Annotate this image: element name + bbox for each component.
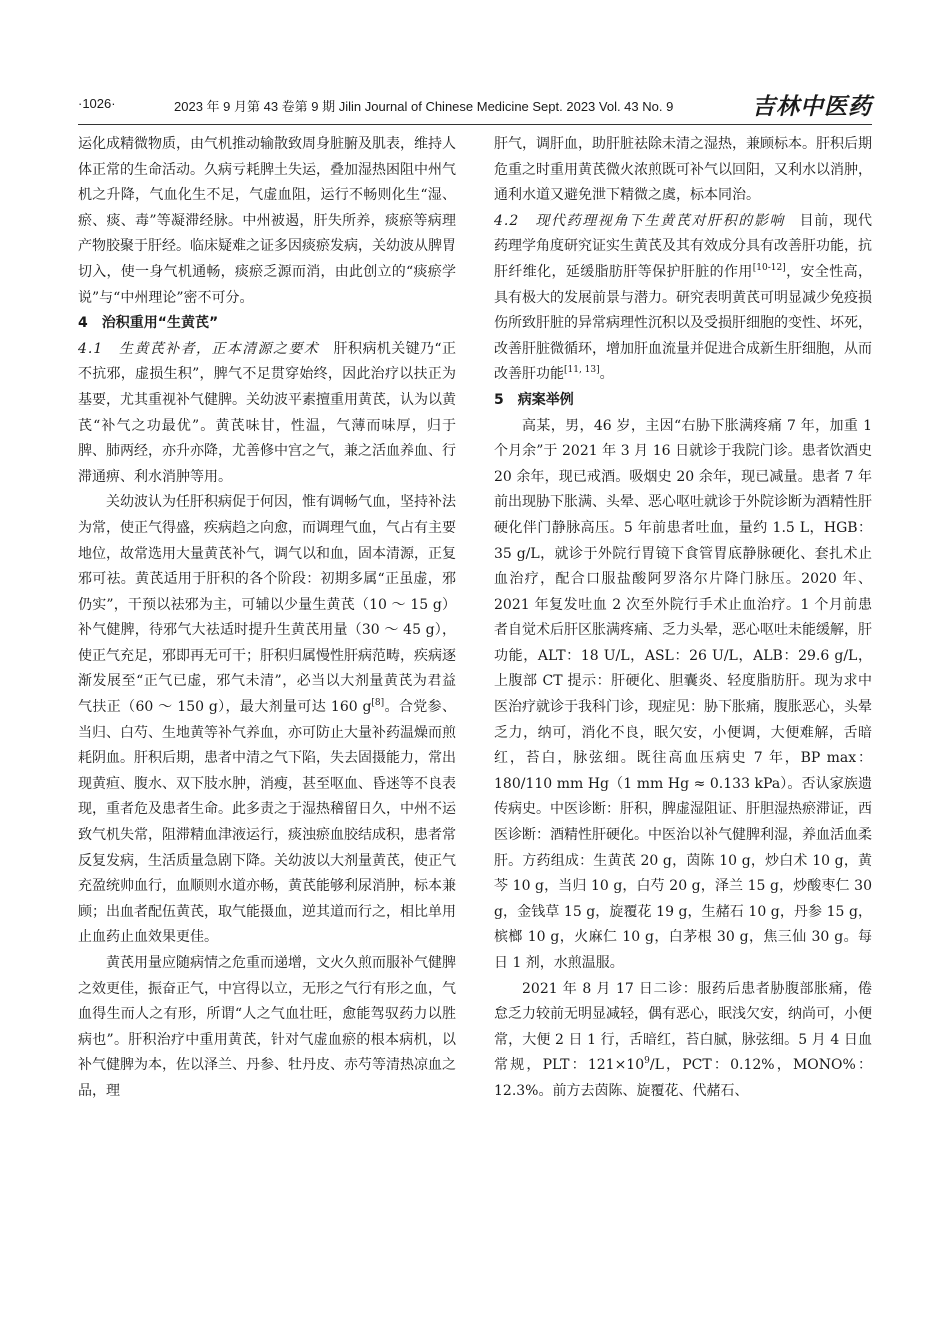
paragraph-text: 关幼波认为任肝积病促于何因，惟有调畅气血，坚持补法为常，使正气得盛，疾病趋之向愈，而调理气血，气占有主要地位，故常选用大量黄芪补气，调气以和血，固本清源，正复邪可祛。黄芪适用于肝积的各个阶段：初期多属“正虽虚，邪仍实”，干预以祛邪为主，可辅以少量生黄芪（10 ～ 15 g）补气健脾，待邪气大祛适时提升生黄芪用量（30 ～ 45 g），使正气充足，邪即再无可干；肝积归属慢性肝病范畴，疾病逐渐发展至“正气已虚，邪气未清”，必当以大剂量黄芪为君益气扶正（60 ～ 150 g），最大剂量可达 160 g [78,494,456,716]
subsection-4-1 [78,337,456,491]
citation: [10-12] [752,262,786,273]
right-column [494,132,872,1105]
superscript: 9 [644,1056,650,1067]
subsection-title: 4.1 生黄芪补者，正本清源之要术 [78,340,320,357]
section-heading-4: 4 治积重用“生黄芪” [78,315,219,332]
paragraph-text: /L，PCT：0.12%，MONO%：12.3%。前方去茵陈、旋覆花、代赭石、 [494,1057,872,1099]
page-number: ·1026· [78,96,116,111]
left-column [78,132,456,1105]
subsection-4-2 [494,209,872,388]
citation: [8] [371,698,385,709]
subsection-text: ，安全性高，具有极大的发展前景与潜力。研究表明黄芪可明显减少免疫损伤所致肝脏的异常病理性沉积以及受损肝细胞的变性、坏死，改善肝脏微循环，增加肝血流量并促进合成新生肝细胞，从而改善肝功能 [494,263,873,383]
paragraph-text: 。合党参、当归、白芍、生地黄等补气养血，亦可防止大量补药温燥而煎耗阴血。肝积后期，患者中清之气下陷，失去固摄能力，常出现黄疸、腹水、双下肢水肿，消瘦，甚至呕血、昏迷等不良表现，重者危及患者生命。此多责之于湿热稽留日久，中州不运致气机失常，阻滞精血津液运行，痰浊瘀血胶结成积，患者常反复发病，生活质量急剧下降。关幼波以大剂量黄芪，使正气充盈统帅血行，血顺则水道亦畅，黄芪能够利尿消肿，标本兼顾；出血者配伍黄芪，取气能摄血，逆其道而行之，相比单用止血药止血效果更佳。 [78,699,457,946]
paragraph [78,490,456,951]
subsection-text: 肝积病机关键乃“正不抗邪，虚损生积”，脾气不足贯穿始终，因此治疗以扶正为基要，尤其重视补气健脾。关幼波平素擅重用黄芪，认为以黄芪“补气之功最优”。黄芪味甘，性温，气薄而味厚，归于脾、肺两经，亦升亦降，尤善修中宫之气，兼之活血养血、行滞通痹、利水消肿等用。 [78,340,456,485]
header-rule [78,124,872,125]
citation: [11, 13] [564,365,600,376]
paragraph: 运化成精微物质，由气机推动输散致周身脏腑及肌表，维持人体正常的生命活动。久病亏耗脾土失运，叠加湿热困阻中州气机之升降，气血化生不足，气虚血阻，运行不畅则化生“湿、瘀、痰、毒”等凝滞经脉。中州被遏，肝失所养，痰瘀等病理产物胶聚于肝经。临床疑难之证多因痰瘀发病，关幼波从脾胃切入，使一身气机通畅，痰瘀乏源而消，由此创立的“痰瘀学说”与“中州理论”密不可分。 [78,136,456,306]
journal-info: 2023 年 9 月第 43 卷第 9 期 Jilin Journal of Chinese Medicine Sept. 2023 Vol. 43 No. 9 [174,99,674,114]
subsection-text: 。 [599,366,614,383]
paragraph-text: 2021 年 8 月 17 日二诊：服药后患者胁腹部胀痛，倦怠乏力较前无明显减轻，偶有恶心，眠浅欠安，纳尚可，小便常，大便 2 日 1 行，舌暗红，苔白腻，脉弦细。5 月 4 日血常规，PLT：121×10 [494,980,872,1074]
paragraph: 黄芪用量应随病情之危重而递增，文火久煎而服补气健脾之效更佳，振奋正气，中宫得以立，无形之气行有形之血，气血得生而人之有形，所谓“人之气血壮旺，愈能驾驭药力以胜病也”。肝积治疗中重用黄芪，针对气虚血瘀的根本病机，以补气健脾为本，佐以泽兰、丹参、牡丹皮、赤芍等清热凉血之品，理 [78,955,456,1099]
section-heading-5: 5 病案举例 [494,391,574,408]
paragraph: 肝气，调肝血，助肝脏祛除未清之湿热，兼顾标本。肝积后期危重之时重用黄芪微火浓煎既可补气以回阳，又利水以消肿，通利水道又避免泄下精微之虞，标本同治。 [494,136,872,204]
subsection-text: 目前，现代药理学角度研究证实生黄芪及其有效成分具有改善肝功能，抗肝纤维化，延缓脂肪肝等保护肝脏的作用 [494,212,873,280]
subsection-title: 4.2 现代药理视角下生黄芪对肝积的影响 [494,212,786,229]
running-header [78,88,872,120]
journal-logo: 吉林中医药 [752,93,872,120]
paragraph: 高某，男，46 岁，主因“右胁下胀满疼痛 7 年，加重 1 个月余”于 2021 年 3 月 16 日就诊于我院门诊。患者饮酒史 20 余年，现已戒酒。吸烟史 20 余年，现已减量。患者 7 年前出现胁下胀满、头晕、恶心呕吐就诊于外院诊断为酒精性肝硬化伴门静脉高压。5 年前患者吐血，量约 1.5 L，HGB：35 g/L，就诊于外院行胃镜下食管胃底静脉硬化、套扎术止血治疗，配合口服盐酸阿罗洛尔片降门脉压。2020 年、2021 年复发吐血 2 次至外院行手术止血治疗。1 个月前患者自觉术后肝区胀满疼痛、乏力头晕，恶心呕吐未能缓解，肝功能，ALT：18 U/L，ASL：26 U/L，ALB：29.6 g/L，上腹部 CT 提示：肝硬化、胆囊炎、轻度脂肪肝。现为求中医治疗就诊于我科门诊，现症见：胁下胀痛，腹胀恶心，头晕乏力，纳可，消化不良，眠欠安，小便调，大便难解，舌暗红，苔白，脉弦细。既往高血压病史 7 年，BP max：180/110 mm Hg（1 mm Hg ≈ 0.133 kPa）。否认家族遗传病史。中医诊断：肝积，脾虚湿阻证、肝胆湿热瘀滞证，西医诊断：酒精性肝硬化。中医治以补气健脾利湿，养血活血柔肝。方药组成：生黄芪 20 g，茵陈 10 g，炒白术 10 g，黄芩 10 g，当归 10 g，白芍 20 g，泽兰 15 g，炒酸枣仁 30 g，金钱草 15 g，旋覆花 19 g，生赭石 10 g，丹参 15 g，槟榔 10 g，火麻仁 10 g，白茅根 30 g，焦三仙 30 g。每日 1 剂，水煎温服。 [494,417,872,971]
paragraph [494,977,872,1105]
